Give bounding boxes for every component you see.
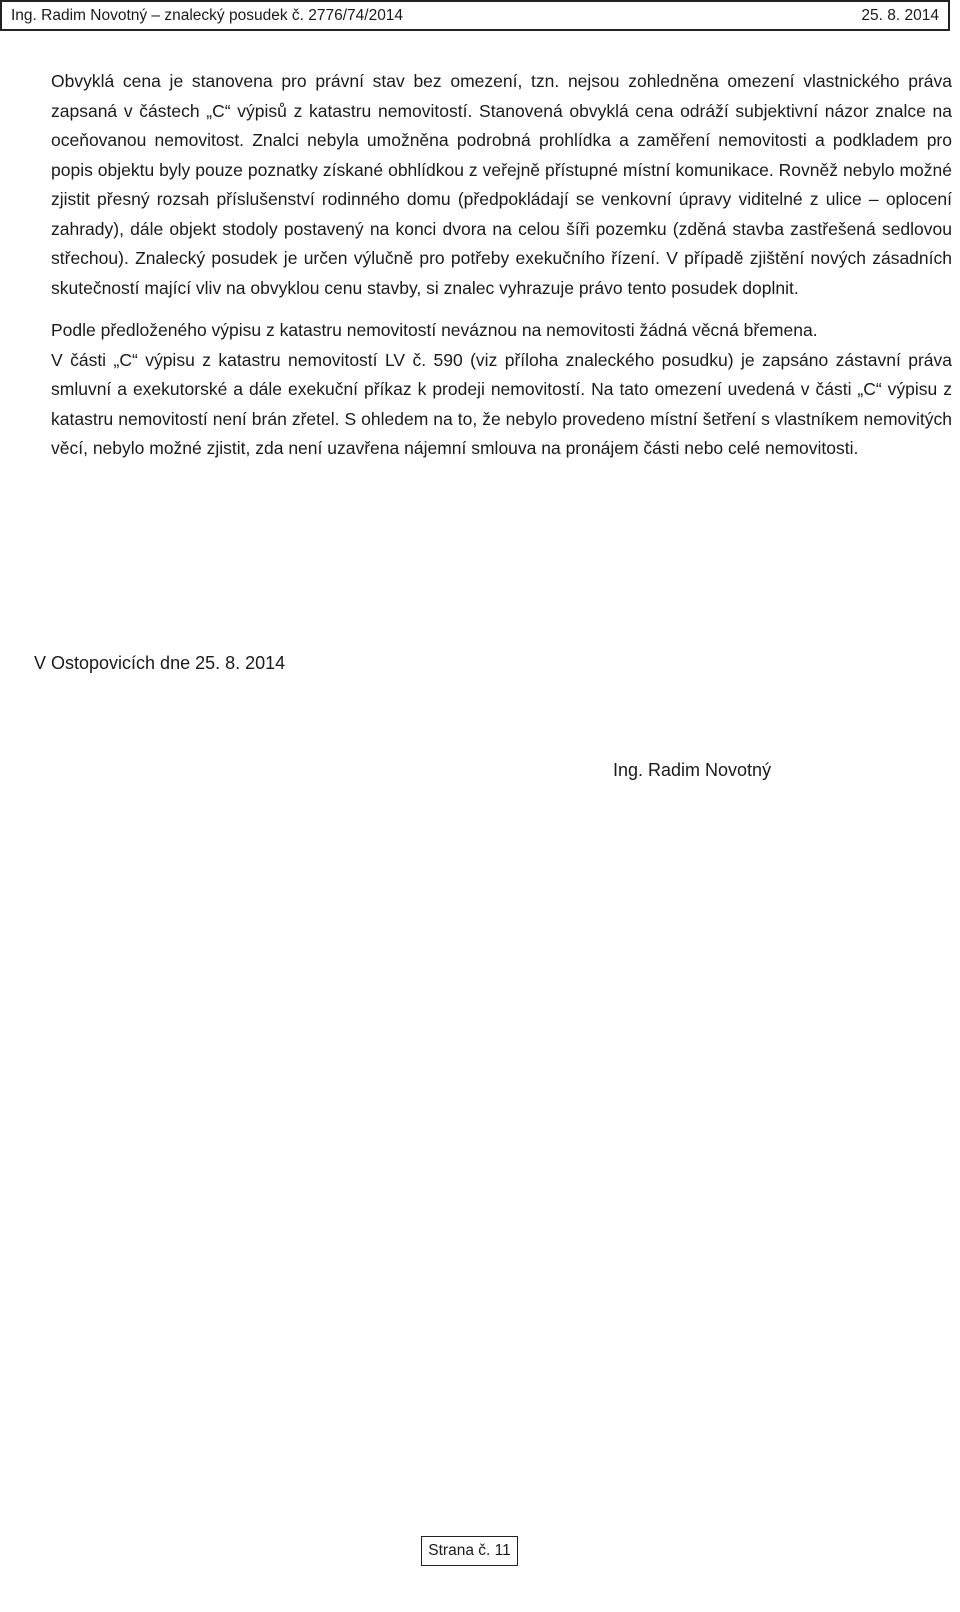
header-title: Ing. Radim Novotný – znalecký posudek č. 2776/74/2014 [11, 6, 404, 24]
signature-name: Ing. Radim Novotný [613, 760, 772, 780]
header-date: 25. 8. 2014 [861, 6, 939, 24]
page-header [0, 0, 950, 31]
paragraph-spacer [51, 303, 952, 316]
date-place-line: V Ostopovicích dne 25. 8. 2014 [34, 653, 286, 673]
page-number: Strana č. 11 [421, 1536, 518, 1566]
paragraph-easements: Podle předloženého výpisu z katastru nemovitostí neváznou na nemovitosti žádná věcná břemena. [51, 320, 818, 340]
document-body [51, 67, 952, 464]
paragraph-liens: V části „C“ výpisu z katastru nemovitostí LV č. 590 (viz příloha znaleckého posudku) je zapsáno zástavní práva smluvní a exekutorské a dále exekuční příkaz k prodeji nemovitostí. Na tato omezení uvedená v části „C“ výpisu z katastru nemovitostí není brán zřetel. S ohledem na to, že nebylo provedeno místní šetření s vlastníkem nemovitých věcí, nebylo možné zjistit, zda není uzavřena nájemní smlouva na pronájem části nebo celé nemovitosti. [51, 349, 952, 458]
paragraph-valuation-note: Obvyklá cena je stanovena pro právní stav bez omezení, tzn. nejsou zohledněna omezení vlastnického práva zapsaná v částech „C“ výpisů z katastru nemovitostí. Stanovená obvyklá cena odráží subjektivní názor znalce na oceňovanou nemovitost. Znalci nebyla umožněna podrobná prohlídka a zaměření nemovitosti a podkladem pro popis objektu byly pouze poznatky získané obhlídkou z veřejně přístupné místní komunikace. Rovněž nebylo možné zjistit přesný rozsah příslušenství rodinného domu (předpokládají se venkovní úpravy viditelné z ulice – oplocení zahrady), dále objekt stodoly postavený na konci dvora na celou šíři pozemku (zděná stavba zastřešená sedlovou střechou). Znalecký posudek je určen výlučně pro potřeby exekučního řízení. V případě zjištění nových zásadních skutečností mající vliv na obvyklou cenu stavby, si znalec vyhrazuje právo tento posudek doplnit. [51, 71, 952, 298]
